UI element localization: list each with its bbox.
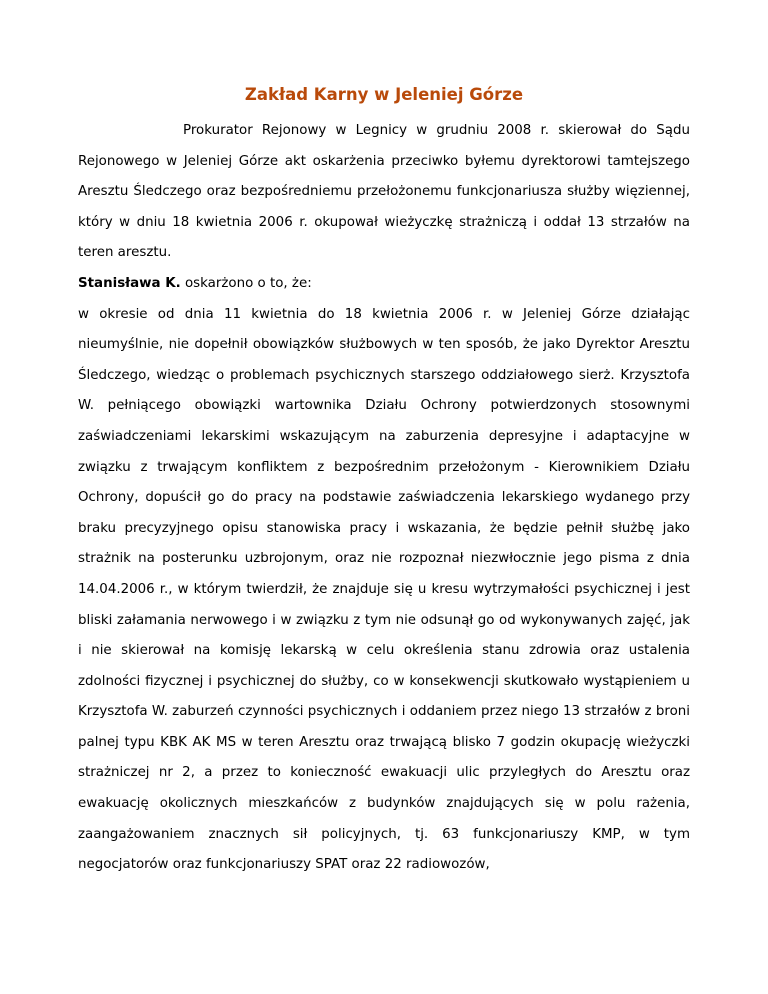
- intro-paragraph: Prokurator Rejonowy w Legnicy w grudniu 2008 r. skierował do Sądu Rejonowego w Jeleniej Górze akt oskarżenia przeciwko byłemu dyrektorowi tamtejszego Aresztu Śledczego oraz bezpośredniemu przełożonemu funkcjonariusza służby więziennej, który w dniu 18 kwietnia 2006 r. okupował wieżyczkę strażniczą i oddał 13 strzałów na teren aresztu.: [78, 123, 690, 261]
- document-title: Zakład Karny w Jeleniej Górze: [244, 85, 524, 104]
- charge-paragraph: w okresie od dnia 11 kwietnia do 18 kwietnia 2006 r. w Jeleniej Górze działając nieumyślnie, nie dopełnił obowiązków służbowych w ten sposób, że jako Dyrektor Aresztu Śledczego, wiedząc o problemach psychicznych starszego oddziałowego sierż. Krzysztofa W. pełniącego obowiązki wartownika Działu Ochrony potwierdzonych stosownymi zaświadczeniami lekarskimi wskazującym na zaburzenia depresyjne i adaptacyjne w związku z trwającym konfliktem z bezpośrednim przełożonym - Kierownikiem Działu Ochrony, dopuścił go do pracy na podstawie zaświadczenia lekarskiego wydanego przy braku precyzyjnego opisu stanowiska pracy i wskazania, że będzie pełnił służbę jako strażnik na posterunku uzbrojonym, oraz nie rozpoznał niezwłocznie jego pisma z dnia 14.04.2006 r., w którym twierdził, że znajduje się u kresu wytrzymałości psychicznej i jest bliski załamania nerwowego i w związku z tym nie odsunął go od wykonywanych zajęć, jak i nie skierował na komisję lekarską w celu określenia stanu zdrowia oraz ustalenia zdolności fizycznej i psychicznej do służby, co w konsekwencji skutkowało wystąpieniem u Krzysztofa W. zaburzeń czynności psychicznych i oddaniem przez niego 13 strzałów z broni palnej typu KBK AK MS w teren Aresztu oraz trwającą blisko 7 godzin okupację wieżyczki strażniczej nr 2, a przez to konieczność ewakuacji ulic przyległych do Aresztu oraz ewakuację okolicznych mieszkańców z budynków znajdujących się w polu rażenia, zaangażowaniem znacznych sił policyjnych, tj. 63 funkcjonariuszy KMP, w tym negocjatorów oraz funkcjonariuszy SPAT oraz 22 radiowozów,: [78, 306, 690, 873]
- accused-suffix: oskarżono o to, że:: [180, 275, 312, 291]
- document-page: [78, 84, 690, 881]
- accused-line: [78, 269, 690, 300]
- accused-name: Stanisława K.: [78, 275, 181, 291]
